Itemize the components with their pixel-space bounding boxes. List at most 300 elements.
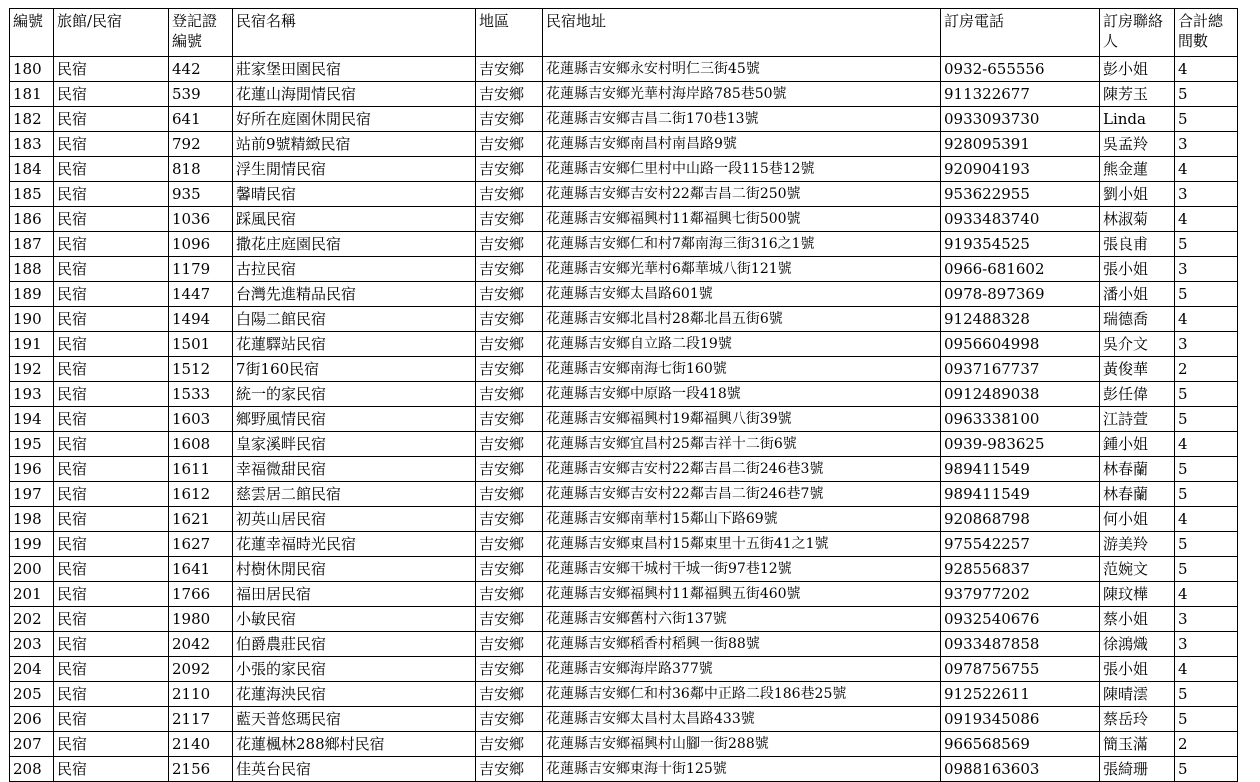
cell-phone[interactable]: 919354525 <box>941 232 1100 257</box>
col-header-address[interactable]: 民宿地址 <box>543 9 941 57</box>
cell-total-rooms[interactable]: 5 <box>1175 532 1238 557</box>
cell-bnb-name[interactable]: 伯爵農莊民宿 <box>233 632 476 657</box>
cell-total-rooms[interactable]: 3 <box>1175 607 1238 632</box>
col-header-total-rooms[interactable]: 合計總間數 <box>1175 9 1238 57</box>
cell-number[interactable]: 206 <box>10 707 54 732</box>
cell-number[interactable]: 198 <box>10 507 54 532</box>
cell-number[interactable]: 182 <box>10 107 54 132</box>
cell-number[interactable]: 190 <box>10 307 54 332</box>
cell-registration-no[interactable]: 641 <box>169 107 233 132</box>
cell-contact[interactable]: 簡玉滿 <box>1100 732 1175 757</box>
table-row <box>10 232 1238 257</box>
cell-registration-no[interactable]: 1603 <box>169 407 233 432</box>
cell-contact[interactable]: 黃俊華 <box>1100 357 1175 382</box>
cell-contact[interactable]: 張小姐 <box>1100 657 1175 682</box>
table-row <box>10 107 1238 132</box>
cell-address[interactable]: 花蓮縣吉安鄉北昌村28鄰北昌五街6號 <box>543 307 941 332</box>
table-row <box>10 207 1238 232</box>
table-row <box>10 257 1238 282</box>
cell-type[interactable]: 民宿 <box>54 157 169 182</box>
cell-region[interactable]: 吉安鄉 <box>476 732 543 757</box>
cell-bnb-name[interactable]: 小敏民宿 <box>233 607 476 632</box>
cell-bnb-name[interactable]: 慈雲居二館民宿 <box>233 482 476 507</box>
cell-total-rooms[interactable]: 3 <box>1175 182 1238 207</box>
cell-registration-no[interactable]: 818 <box>169 157 233 182</box>
table-row <box>10 457 1238 482</box>
cell-contact[interactable]: 潘小姐 <box>1100 282 1175 307</box>
cell-phone[interactable]: 975542257 <box>941 532 1100 557</box>
cell-address[interactable]: 花蓮縣吉安鄉太昌村太昌路433號 <box>543 707 941 732</box>
cell-type[interactable]: 民宿 <box>54 357 169 382</box>
table-row <box>10 182 1238 207</box>
cell-total-rooms[interactable]: 2 <box>1175 732 1238 757</box>
cell-address[interactable]: 花蓮縣吉安鄉光華村海岸路785巷50號 <box>543 82 941 107</box>
cell-contact[interactable]: 何小姐 <box>1100 507 1175 532</box>
cell-address[interactable]: 花蓮縣吉安鄉太昌路601號 <box>543 282 941 307</box>
cell-address[interactable]: 花蓮縣吉安鄉宜昌村25鄰吉祥十二街6號 <box>543 432 941 457</box>
cell-region[interactable]: 吉安鄉 <box>476 507 543 532</box>
cell-number[interactable]: 204 <box>10 657 54 682</box>
cell-contact[interactable]: 江詩萱 <box>1100 407 1175 432</box>
cell-address[interactable]: 花蓮縣吉安鄉東昌村15鄰東里十五街41之1號 <box>543 532 941 557</box>
cell-type[interactable]: 民宿 <box>54 457 169 482</box>
cell-contact[interactable]: 蔡小姐 <box>1100 607 1175 632</box>
cell-contact[interactable]: 張良甫 <box>1100 232 1175 257</box>
cell-bnb-name[interactable]: 花蓮山海閒情民宿 <box>233 82 476 107</box>
cell-bnb-name[interactable]: 村樹休閒民宿 <box>233 557 476 582</box>
cell-region[interactable]: 吉安鄉 <box>476 332 543 357</box>
cell-contact[interactable]: 林淑菊 <box>1100 207 1175 232</box>
cell-phone[interactable]: 911322677 <box>941 82 1100 107</box>
cell-bnb-name[interactable]: 初英山居民宿 <box>233 507 476 532</box>
cell-contact[interactable]: 吳孟羚 <box>1100 132 1175 157</box>
cell-total-rooms[interactable]: 5 <box>1175 682 1238 707</box>
cell-number[interactable]: 193 <box>10 382 54 407</box>
table-row <box>10 607 1238 632</box>
cell-region[interactable]: 吉安鄉 <box>476 407 543 432</box>
cell-contact[interactable]: 張綺珊 <box>1100 757 1175 782</box>
cell-type[interactable]: 民宿 <box>54 582 169 607</box>
cell-registration-no[interactable]: 2092 <box>169 657 233 682</box>
cell-total-rooms[interactable]: 5 <box>1175 282 1238 307</box>
cell-number[interactable]: 202 <box>10 607 54 632</box>
cell-bnb-name[interactable]: 花蓮海泱民宿 <box>233 682 476 707</box>
cell-total-rooms[interactable]: 4 <box>1175 507 1238 532</box>
cell-total-rooms[interactable]: 5 <box>1175 232 1238 257</box>
cell-total-rooms[interactable]: 5 <box>1175 707 1238 732</box>
cell-contact[interactable]: 劉小姐 <box>1100 182 1175 207</box>
cell-type[interactable]: 民宿 <box>54 757 169 782</box>
cell-address[interactable]: 花蓮縣吉安鄉吉安村22鄰吉昌二街246巷7號 <box>543 482 941 507</box>
cell-bnb-name[interactable]: 撒花庄庭園民宿 <box>233 232 476 257</box>
cell-address[interactable]: 花蓮縣吉安鄉福興村11鄰福興七街500號 <box>543 207 941 232</box>
table-row <box>10 682 1238 707</box>
cell-total-rooms[interactable]: 4 <box>1175 207 1238 232</box>
col-header-type[interactable]: 旅館/民宿 <box>54 9 169 57</box>
cell-region[interactable]: 吉安鄉 <box>476 432 543 457</box>
cell-phone[interactable]: 0963338100 <box>941 407 1100 432</box>
cell-number[interactable]: 180 <box>10 57 54 82</box>
cell-phone[interactable]: 0978-897369 <box>941 282 1100 307</box>
table-row <box>10 757 1238 782</box>
table-row <box>10 632 1238 657</box>
cell-registration-no[interactable]: 2156 <box>169 757 233 782</box>
cell-address[interactable]: 花蓮縣吉安鄉仁和村7鄰南海三街316之1號 <box>543 232 941 257</box>
cell-number[interactable]: 183 <box>10 132 54 157</box>
cell-phone[interactable]: 0966-681602 <box>941 257 1100 282</box>
cell-contact[interactable]: 張小姐 <box>1100 257 1175 282</box>
table-row <box>10 57 1238 82</box>
cell-bnb-name[interactable]: 莊家堡田園民宿 <box>233 57 476 82</box>
cell-region[interactable]: 吉安鄉 <box>476 457 543 482</box>
cell-total-rooms[interactable]: 4 <box>1175 57 1238 82</box>
table-row <box>10 432 1238 457</box>
cell-region[interactable]: 吉安鄉 <box>476 107 543 132</box>
cell-registration-no[interactable]: 1641 <box>169 557 233 582</box>
cell-bnb-name[interactable]: 小張的家民宿 <box>233 657 476 682</box>
cell-address[interactable]: 花蓮縣吉安鄉中原路一段418號 <box>543 382 941 407</box>
cell-region[interactable]: 吉安鄉 <box>476 282 543 307</box>
cell-region[interactable]: 吉安鄉 <box>476 132 543 157</box>
cell-phone[interactable]: 920904193 <box>941 157 1100 182</box>
cell-bnb-name[interactable]: 藍天普悠瑪民宿 <box>233 707 476 732</box>
table-row <box>10 307 1238 332</box>
cell-type[interactable]: 民宿 <box>54 257 169 282</box>
cell-phone[interactable]: 920868798 <box>941 507 1100 532</box>
cell-registration-no[interactable]: 1611 <box>169 457 233 482</box>
cell-address[interactable]: 花蓮縣吉安鄉東海十街125號 <box>543 757 941 782</box>
cell-registration-no[interactable]: 935 <box>169 182 233 207</box>
cell-contact[interactable]: 蔡岳玲 <box>1100 707 1175 732</box>
cell-total-rooms[interactable]: 4 <box>1175 432 1238 457</box>
cell-region[interactable]: 吉安鄉 <box>476 557 543 582</box>
cell-phone[interactable]: 0988163603 <box>941 757 1100 782</box>
table-row <box>10 532 1238 557</box>
col-header-registration-no[interactable]: 登記證編號 <box>169 9 233 57</box>
cell-region[interactable]: 吉安鄉 <box>476 657 543 682</box>
cell-type[interactable]: 民宿 <box>54 482 169 507</box>
cell-type[interactable]: 民宿 <box>54 132 169 157</box>
cell-total-rooms[interactable]: 5 <box>1175 107 1238 132</box>
table-row <box>10 407 1238 432</box>
cell-address[interactable]: 花蓮縣吉安鄉吉安村22鄰吉昌二街250號 <box>543 182 941 207</box>
cell-bnb-name[interactable]: 花蓮驛站民宿 <box>233 332 476 357</box>
cell-total-rooms[interactable]: 4 <box>1175 582 1238 607</box>
cell-registration-no[interactable]: 1621 <box>169 507 233 532</box>
table-row <box>10 707 1238 732</box>
cell-type[interactable]: 民宿 <box>54 82 169 107</box>
cell-type[interactable]: 民宿 <box>54 707 169 732</box>
cell-address[interactable]: 花蓮縣吉安鄉福興村山腳一街288號 <box>543 732 941 757</box>
cell-region[interactable]: 吉安鄉 <box>476 757 543 782</box>
cell-total-rooms[interactable]: 5 <box>1175 82 1238 107</box>
table-row <box>10 382 1238 407</box>
cell-total-rooms[interactable]: 5 <box>1175 457 1238 482</box>
cell-contact[interactable]: 林春蘭 <box>1100 482 1175 507</box>
cell-contact[interactable]: 鍾小姐 <box>1100 432 1175 457</box>
cell-registration-no[interactable]: 442 <box>169 57 233 82</box>
cell-region[interactable]: 吉安鄉 <box>476 682 543 707</box>
cell-total-rooms[interactable]: 4 <box>1175 307 1238 332</box>
cell-phone[interactable]: 989411549 <box>941 482 1100 507</box>
cell-bnb-name[interactable]: 皇家溪畔民宿 <box>233 432 476 457</box>
cell-contact[interactable]: 林春蘭 <box>1100 457 1175 482</box>
cell-total-rooms[interactable]: 3 <box>1175 632 1238 657</box>
cell-bnb-name[interactable]: 花蓮楓林288鄉村民宿 <box>233 732 476 757</box>
cell-number[interactable]: 184 <box>10 157 54 182</box>
table-row <box>10 657 1238 682</box>
cell-type[interactable]: 民宿 <box>54 332 169 357</box>
cell-type[interactable]: 民宿 <box>54 232 169 257</box>
cell-number[interactable]: 196 <box>10 457 54 482</box>
cell-phone[interactable]: 0912489038 <box>941 382 1100 407</box>
cell-region[interactable]: 吉安鄉 <box>476 157 543 182</box>
cell-registration-no[interactable]: 2042 <box>169 632 233 657</box>
col-header-contact[interactable]: 訂房聯絡人 <box>1100 9 1175 57</box>
table-row <box>10 282 1238 307</box>
cell-bnb-name[interactable]: 站前9號精緻民宿 <box>233 132 476 157</box>
cell-type[interactable]: 民宿 <box>54 282 169 307</box>
col-header-number[interactable]: 編號 <box>10 9 54 57</box>
cell-phone[interactable]: 912522611 <box>941 682 1100 707</box>
cell-type[interactable]: 民宿 <box>54 557 169 582</box>
cell-phone[interactable]: 912488328 <box>941 307 1100 332</box>
cell-registration-no[interactable]: 1608 <box>169 432 233 457</box>
cell-bnb-name[interactable]: 好所在庭園休閒民宿 <box>233 107 476 132</box>
cell-number[interactable]: 194 <box>10 407 54 432</box>
cell-address[interactable]: 花蓮縣吉安鄉福興村11鄰福興五街460號 <box>543 582 941 607</box>
cell-address[interactable]: 花蓮縣吉安鄉永安村明仁三街45號 <box>543 57 941 82</box>
cell-phone[interactable]: 928095391 <box>941 132 1100 157</box>
cell-type[interactable]: 民宿 <box>54 57 169 82</box>
cell-phone[interactable]: 0937167737 <box>941 357 1100 382</box>
cell-address[interactable]: 花蓮縣吉安鄉仁里村中山路一段115巷12號 <box>543 157 941 182</box>
cell-region[interactable]: 吉安鄉 <box>476 357 543 382</box>
cell-address[interactable]: 花蓮縣吉安鄉仁和村36鄰中正路二段186巷25號 <box>543 682 941 707</box>
cell-address[interactable]: 花蓮縣吉安鄉光華村6鄰華城八街121號 <box>543 257 941 282</box>
cell-region[interactable]: 吉安鄉 <box>476 182 543 207</box>
cell-address[interactable]: 花蓮縣吉安鄉自立路二段19號 <box>543 332 941 357</box>
cell-address[interactable]: 花蓮縣吉安鄉福興村19鄰福興八街39號 <box>543 407 941 432</box>
cell-address[interactable]: 花蓮縣吉安鄉舊村六街137號 <box>543 607 941 632</box>
cell-bnb-name[interactable]: 馨晴民宿 <box>233 182 476 207</box>
cell-number[interactable]: 205 <box>10 682 54 707</box>
cell-region[interactable]: 吉安鄉 <box>476 207 543 232</box>
cell-number[interactable]: 199 <box>10 532 54 557</box>
cell-type[interactable]: 民宿 <box>54 682 169 707</box>
cell-region[interactable]: 吉安鄉 <box>476 257 543 282</box>
cell-number[interactable]: 195 <box>10 432 54 457</box>
cell-registration-no[interactable]: 1447 <box>169 282 233 307</box>
cell-address[interactable]: 花蓮縣吉安鄉南昌村南昌路9號 <box>543 132 941 157</box>
table-row <box>10 507 1238 532</box>
cell-registration-no[interactable]: 792 <box>169 132 233 157</box>
cell-number[interactable]: 185 <box>10 182 54 207</box>
cell-region[interactable]: 吉安鄉 <box>476 482 543 507</box>
cell-bnb-name[interactable]: 福田居民宿 <box>233 582 476 607</box>
cell-number[interactable]: 187 <box>10 232 54 257</box>
cell-total-rooms[interactable]: 3 <box>1175 257 1238 282</box>
cell-bnb-name[interactable]: 台灣先進精品民宿 <box>233 282 476 307</box>
cell-type[interactable]: 民宿 <box>54 307 169 332</box>
cell-number[interactable]: 192 <box>10 357 54 382</box>
cell-bnb-name[interactable]: 古拉民宿 <box>233 257 476 282</box>
cell-number[interactable]: 203 <box>10 632 54 657</box>
cell-type[interactable]: 民宿 <box>54 432 169 457</box>
cell-phone[interactable]: 0933483740 <box>941 207 1100 232</box>
cell-registration-no[interactable]: 2140 <box>169 732 233 757</box>
cell-total-rooms[interactable]: 5 <box>1175 557 1238 582</box>
cell-phone[interactable]: 0932-655556 <box>941 57 1100 82</box>
cell-address[interactable]: 花蓮縣吉安鄉干城村干城一街97巷12號 <box>543 557 941 582</box>
cell-bnb-name[interactable]: 白陽二館民宿 <box>233 307 476 332</box>
cell-address[interactable]: 花蓮縣吉安鄉海岸路377號 <box>543 657 941 682</box>
cell-registration-no[interactable]: 1533 <box>169 382 233 407</box>
cell-number[interactable]: 201 <box>10 582 54 607</box>
cell-registration-no[interactable]: 1036 <box>169 207 233 232</box>
cell-contact[interactable]: 徐鴻熾 <box>1100 632 1175 657</box>
cell-phone[interactable]: 0956604998 <box>941 332 1100 357</box>
col-header-region[interactable]: 地區 <box>476 9 543 57</box>
cell-type[interactable]: 民宿 <box>54 207 169 232</box>
cell-type[interactable]: 民宿 <box>54 532 169 557</box>
cell-registration-no[interactable]: 2110 <box>169 682 233 707</box>
cell-total-rooms[interactable]: 3 <box>1175 332 1238 357</box>
cell-phone[interactable]: 0978756755 <box>941 657 1100 682</box>
cell-address[interactable]: 花蓮縣吉安鄉吉安村22鄰吉昌二街246巷3號 <box>543 457 941 482</box>
cell-type[interactable]: 民宿 <box>54 182 169 207</box>
cell-contact[interactable]: 瑞德喬 <box>1100 307 1175 332</box>
cell-contact[interactable]: 陳芳玉 <box>1100 82 1175 107</box>
cell-registration-no[interactable]: 2117 <box>169 707 233 732</box>
cell-phone[interactable]: 928556837 <box>941 557 1100 582</box>
cell-address[interactable]: 花蓮縣吉安鄉南華村15鄰山下路69號 <box>543 507 941 532</box>
cell-bnb-name[interactable]: 浮生閒情民宿 <box>233 157 476 182</box>
cell-address[interactable]: 花蓮縣吉安鄉稻香村稻興一街88號 <box>543 632 941 657</box>
cell-bnb-name[interactable]: 鄉野風情民宿 <box>233 407 476 432</box>
cell-type[interactable]: 民宿 <box>54 732 169 757</box>
cell-registration-no[interactable]: 1179 <box>169 257 233 282</box>
table-row <box>10 732 1238 757</box>
header-row <box>10 9 1238 57</box>
table-row <box>10 582 1238 607</box>
cell-bnb-name[interactable]: 7街160民宿 <box>233 357 476 382</box>
cell-type[interactable]: 民宿 <box>54 607 169 632</box>
cell-phone[interactable]: 0933487858 <box>941 632 1100 657</box>
cell-registration-no[interactable]: 1766 <box>169 582 233 607</box>
cell-phone[interactable]: 989411549 <box>941 457 1100 482</box>
cell-type[interactable]: 民宿 <box>54 657 169 682</box>
cell-type[interactable]: 民宿 <box>54 507 169 532</box>
cell-region[interactable]: 吉安鄉 <box>476 232 543 257</box>
cell-registration-no[interactable]: 1627 <box>169 532 233 557</box>
cell-total-rooms[interactable]: 3 <box>1175 132 1238 157</box>
cell-total-rooms[interactable]: 5 <box>1175 482 1238 507</box>
cell-region[interactable]: 吉安鄉 <box>476 82 543 107</box>
cell-phone[interactable]: 0939-983625 <box>941 432 1100 457</box>
bnb-registry-table <box>9 8 1238 782</box>
cell-registration-no[interactable]: 1512 <box>169 357 233 382</box>
cell-bnb-name[interactable]: 佳英台民宿 <box>233 757 476 782</box>
cell-region[interactable]: 吉安鄉 <box>476 607 543 632</box>
cell-region[interactable]: 吉安鄉 <box>476 632 543 657</box>
cell-region[interactable]: 吉安鄉 <box>476 382 543 407</box>
cell-type[interactable]: 民宿 <box>54 407 169 432</box>
cell-phone[interactable]: 937977202 <box>941 582 1100 607</box>
cell-type[interactable]: 民宿 <box>54 632 169 657</box>
table-row <box>10 82 1238 107</box>
col-header-bnb-name[interactable]: 民宿名稱 <box>233 9 476 57</box>
cell-number[interactable]: 186 <box>10 207 54 232</box>
cell-total-rooms[interactable]: 5 <box>1175 407 1238 432</box>
cell-number[interactable]: 200 <box>10 557 54 582</box>
cell-total-rooms[interactable]: 4 <box>1175 157 1238 182</box>
cell-registration-no[interactable]: 1494 <box>169 307 233 332</box>
table-row <box>10 132 1238 157</box>
col-header-phone[interactable]: 訂房電話 <box>941 9 1100 57</box>
table-row <box>10 557 1238 582</box>
cell-number[interactable]: 189 <box>10 282 54 307</box>
cell-type[interactable]: 民宿 <box>54 382 169 407</box>
cell-region[interactable]: 吉安鄉 <box>476 582 543 607</box>
cell-registration-no[interactable]: 539 <box>169 82 233 107</box>
cell-contact[interactable]: 吳介文 <box>1100 332 1175 357</box>
cell-contact[interactable]: 熊金蓮 <box>1100 157 1175 182</box>
cell-number[interactable]: 188 <box>10 257 54 282</box>
cell-contact[interactable]: 范婉文 <box>1100 557 1175 582</box>
cell-bnb-name[interactable]: 幸福微甜民宿 <box>233 457 476 482</box>
cell-total-rooms[interactable]: 5 <box>1175 382 1238 407</box>
table-row <box>10 157 1238 182</box>
cell-number[interactable]: 181 <box>10 82 54 107</box>
cell-bnb-name[interactable]: 踩風民宿 <box>233 207 476 232</box>
cell-phone[interactable]: 0933093730 <box>941 107 1100 132</box>
cell-number[interactable]: 207 <box>10 732 54 757</box>
cell-phone[interactable]: 966568569 <box>941 732 1100 757</box>
cell-region[interactable]: 吉安鄉 <box>476 307 543 332</box>
cell-contact[interactable]: 游美羚 <box>1100 532 1175 557</box>
cell-contact[interactable]: 彭小姐 <box>1100 57 1175 82</box>
cell-address[interactable]: 花蓮縣吉安鄉吉昌二街170巷13號 <box>543 107 941 132</box>
cell-region[interactable]: 吉安鄉 <box>476 532 543 557</box>
cell-contact[interactable]: 陳玟樺 <box>1100 582 1175 607</box>
cell-bnb-name[interactable]: 花蓮幸福時光民宿 <box>233 532 476 557</box>
cell-type[interactable]: 民宿 <box>54 107 169 132</box>
cell-registration-no[interactable]: 1501 <box>169 332 233 357</box>
cell-number[interactable]: 191 <box>10 332 54 357</box>
cell-total-rooms[interactable]: 5 <box>1175 757 1238 782</box>
cell-region[interactable]: 吉安鄉 <box>476 707 543 732</box>
table-row <box>10 482 1238 507</box>
cell-total-rooms[interactable]: 2 <box>1175 357 1238 382</box>
cell-phone[interactable]: 0919345086 <box>941 707 1100 732</box>
cell-bnb-name[interactable]: 統一的家民宿 <box>233 382 476 407</box>
cell-number[interactable]: 208 <box>10 757 54 782</box>
cell-contact[interactable]: Linda <box>1100 107 1175 132</box>
cell-address[interactable]: 花蓮縣吉安鄉南海七街160號 <box>543 357 941 382</box>
cell-phone[interactable]: 953622955 <box>941 182 1100 207</box>
cell-registration-no[interactable]: 1980 <box>169 607 233 632</box>
cell-phone[interactable]: 0932540676 <box>941 607 1100 632</box>
cell-contact[interactable]: 彭任偉 <box>1100 382 1175 407</box>
cell-registration-no[interactable]: 1096 <box>169 232 233 257</box>
table-row <box>10 332 1238 357</box>
cell-contact[interactable]: 陳晴澐 <box>1100 682 1175 707</box>
cell-region[interactable]: 吉安鄉 <box>476 57 543 82</box>
cell-total-rooms[interactable]: 4 <box>1175 657 1238 682</box>
cell-number[interactable]: 197 <box>10 482 54 507</box>
cell-registration-no[interactable]: 1612 <box>169 482 233 507</box>
